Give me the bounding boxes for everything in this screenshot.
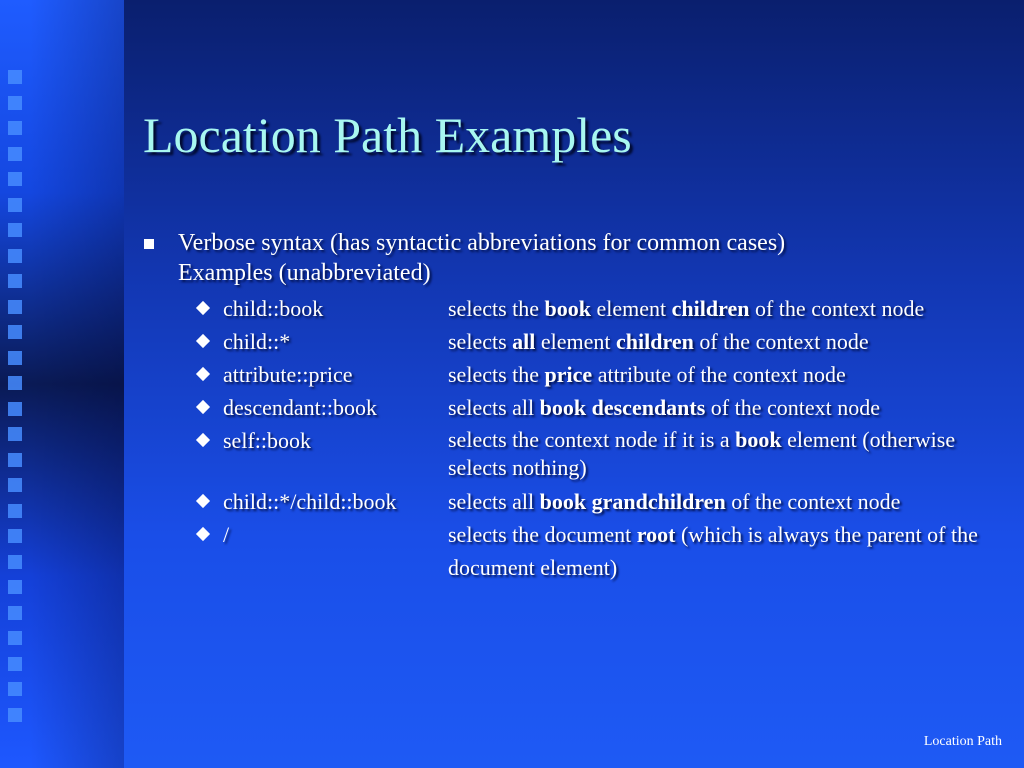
description-text: selects (448, 329, 513, 354)
diamond-bullet-icon (196, 400, 210, 414)
description-text: selects the context node if it is a (448, 427, 736, 452)
example-row (140, 391, 1000, 424)
decorative-square (8, 453, 22, 467)
decorative-square (8, 478, 22, 492)
left-bar-shade (30, 0, 124, 768)
decorative-square (8, 172, 22, 186)
example-description (448, 391, 1000, 424)
example-row (140, 424, 1000, 485)
description-text: element (otherwise selects nothing) (448, 427, 956, 480)
slide-content (140, 228, 1000, 584)
description-emphasis: book (544, 296, 592, 321)
bullet-line-verbose-syntax: Verbose syntax (has syntactic abbreviations for common cases) (178, 230, 786, 256)
decorative-square (8, 249, 22, 263)
example-expression: child::book (223, 296, 324, 321)
decorative-square (8, 325, 22, 339)
decorative-square (8, 580, 22, 594)
decorative-square (8, 529, 22, 543)
description-text: (which is always the parent of the document element) (448, 522, 978, 580)
description-text: of the context node (725, 489, 901, 514)
example-expression: / (223, 522, 230, 547)
diamond-bullet-icon (196, 301, 210, 315)
diamond-bullet-icon (196, 367, 210, 381)
diamond-bullet-icon (196, 334, 210, 348)
example-description (448, 358, 1000, 391)
decorative-square (8, 504, 22, 518)
description-emphasis: book (735, 427, 782, 452)
example-expression: self::book (223, 428, 311, 453)
description-text: selects the document (448, 522, 637, 547)
decorative-square (8, 376, 22, 390)
description-emphasis: price (544, 362, 593, 387)
decorative-square (8, 300, 22, 314)
bullet-line-examples: Examples (unabbreviated) (178, 260, 431, 286)
description-text: element (591, 296, 672, 321)
example-row (140, 518, 1000, 584)
example-description (448, 485, 1000, 518)
left-decoration-bar (0, 0, 124, 768)
description-text: selects the (448, 362, 545, 387)
decorative-square (8, 121, 22, 135)
decorative-square (8, 657, 22, 671)
main-bullet (140, 228, 1000, 288)
description-text: selects all (448, 489, 540, 514)
example-expression: child::* (223, 329, 291, 354)
description-emphasis: book descendants (539, 395, 706, 420)
slide-title: Location Path Examples (143, 107, 632, 163)
description-text: of the context node (693, 329, 869, 354)
description-text: of the context node (705, 395, 881, 420)
description-emphasis: children (671, 296, 750, 321)
decorative-square (8, 274, 22, 288)
example-row (140, 485, 1000, 518)
description-emphasis: children (616, 329, 694, 354)
example-expression: descendant::book (223, 395, 377, 420)
decorative-squares (8, 70, 28, 733)
description-emphasis: all (512, 329, 536, 354)
description-text: attribute of the context node (592, 362, 846, 387)
decorative-square (8, 555, 22, 569)
decorative-square (8, 147, 22, 161)
description-text: element (535, 329, 617, 354)
decorative-square (8, 351, 22, 365)
description-text: selects all (448, 395, 540, 420)
decorative-square (8, 427, 22, 441)
decorative-square (8, 708, 22, 722)
example-expression: child::*/child::book (223, 489, 397, 514)
decorative-square (8, 402, 22, 416)
diamond-bullet-icon (196, 433, 210, 447)
decorative-square (8, 96, 22, 110)
decorative-square (8, 70, 22, 84)
description-text: of the context node (749, 296, 925, 321)
description-emphasis: book grandchildren (539, 489, 726, 514)
diamond-bullet-icon (196, 494, 210, 508)
example-row (140, 358, 1000, 391)
decorative-square (8, 223, 22, 237)
description-emphasis: root (636, 522, 676, 547)
description-text: selects the (448, 296, 545, 321)
decorative-square (8, 606, 22, 620)
example-description (448, 424, 1000, 485)
example-description (448, 292, 1000, 325)
example-description (448, 518, 1000, 584)
decorative-square (8, 198, 22, 212)
example-row (140, 292, 1000, 325)
square-bullet-icon (144, 239, 154, 249)
example-list (140, 292, 1000, 584)
diamond-bullet-icon (196, 527, 210, 541)
example-expression: attribute::price (223, 362, 353, 387)
example-description (448, 325, 1000, 358)
example-row (140, 325, 1000, 358)
decorative-square (8, 682, 22, 696)
slide-footer: Location Path (923, 734, 1002, 749)
decorative-square (8, 631, 22, 645)
